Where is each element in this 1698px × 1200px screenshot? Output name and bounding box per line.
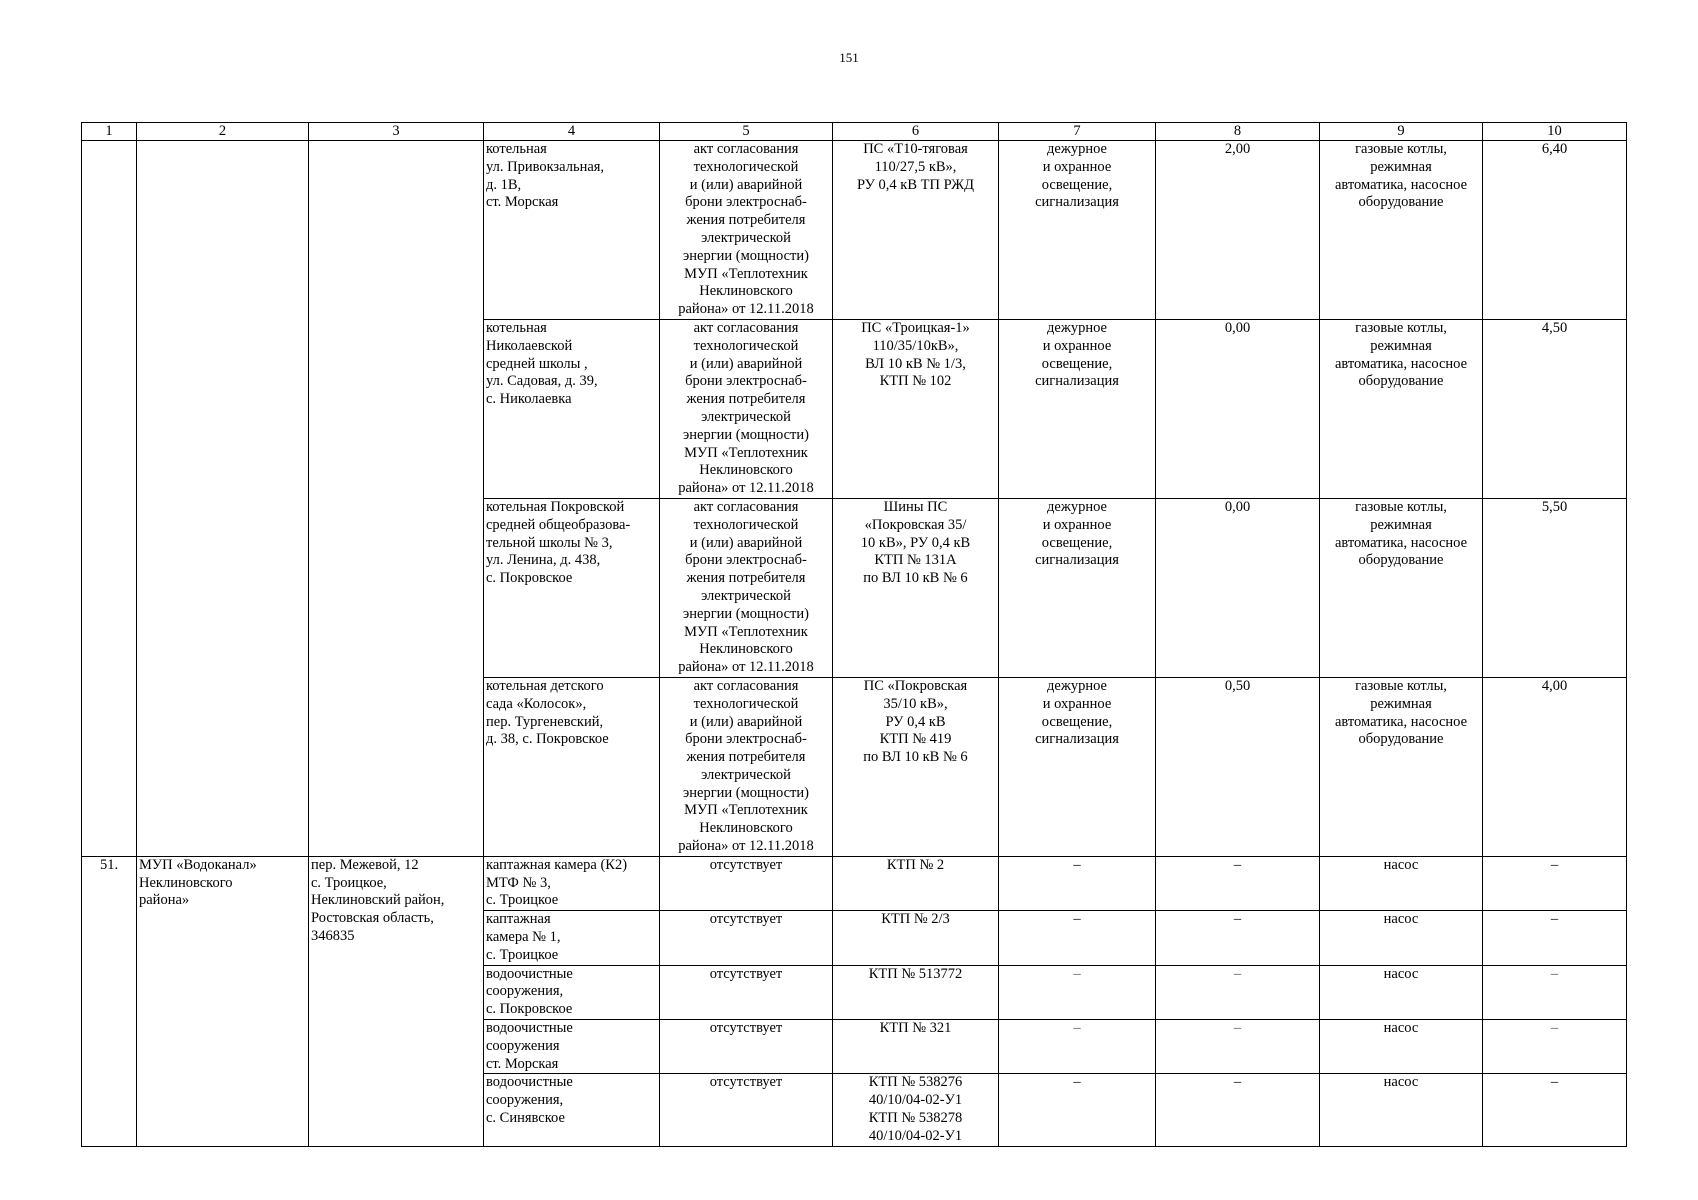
facility-cell: котельная Покровской средней общеобразова- тельной школы № 3, ул. Ленина, д. 438, с. Покровское (484, 498, 660, 677)
power-source-cell: КТП № 513772 (833, 965, 999, 1019)
power-source-cell: Шины ПС «Покровская 35/ 10 кВ», РУ 0,4 кВ КТП № 131А по ВЛ 10 кВ № 6 (833, 498, 999, 677)
power-source-cell: КТП № 321 (833, 1020, 999, 1074)
facility-cell: каптажная камера № 1, с. Троицкое (484, 911, 660, 965)
equipment-cell: дежурное и охранное освещение, сигнализация (999, 141, 1156, 320)
column-number-row (82, 123, 1627, 141)
row-number-cell: 51. (82, 856, 137, 1146)
column-number: 3 (309, 123, 484, 141)
equipment-cell: газовые котлы, режимная автоматика, насосное оборудование (1320, 498, 1483, 677)
column-number: 1 (82, 123, 137, 141)
document-cell: акт согласования технологической и (или) аварийной брони электроснаб- жения потребителя электрической энергии (мощности) МУП «Теплотехник Неклиновского района» от 12.11.2018 (660, 677, 833, 856)
document-cell: акт согласования технологической и (или) аварийной брони электроснаб- жения потребителя электрической энергии (мощности) МУП «Теплотехник Неклиновского района» от 12.11.2018 (660, 498, 833, 677)
value-cell: – (1156, 965, 1320, 1019)
power-source-cell: ПС «Троицкая-1» 110/35/10кВ», ВЛ 10 кВ № 1/3, КТП № 102 (833, 319, 999, 498)
value-cell: – (1156, 1074, 1320, 1146)
empty-cell (82, 141, 137, 857)
facilities-table (81, 122, 1627, 1147)
facility-cell: водоочистные сооружения ст. Морская (484, 1020, 660, 1074)
document-cell: отсутствует (660, 856, 833, 910)
power-source-cell: КТП № 538276 40/10/04-02-У1 КТП № 538278 40/10/04-02-У1 (833, 1074, 999, 1146)
empty-cell (309, 141, 484, 857)
equipment-cell: дежурное и охранное освещение, сигнализация (999, 677, 1156, 856)
column-number: 10 (1483, 123, 1627, 141)
facility-cell: котельная Николаевской средней школы , ул. Садовая, д. 39, с. Николаевка (484, 319, 660, 498)
value-cell: 0,00 (1156, 319, 1320, 498)
facility-cell: каптажная камера (К2) МТФ № 3, с. Троицкое (484, 856, 660, 910)
value-cell: 0,00 (1156, 498, 1320, 677)
equipment-cell: дежурное и охранное освещение, сигнализация (999, 319, 1156, 498)
equipment-cell: – (999, 856, 1156, 910)
column-number: 4 (484, 123, 660, 141)
document-cell: акт согласования технологической и (или) аварийной брони электроснаб- жения потребителя электрической энергии (мощности) МУП «Теплотехник Неклиновского района» от 12.11.2018 (660, 319, 833, 498)
power-source-cell: КТП № 2/3 (833, 911, 999, 965)
value-cell: – (1483, 856, 1627, 910)
equipment-cell: газовые котлы, режимная автоматика, насосное оборудование (1320, 141, 1483, 320)
document-cell: отсутствует (660, 965, 833, 1019)
value-cell: 6,40 (1483, 141, 1627, 320)
value-cell: 4,50 (1483, 319, 1627, 498)
value-cell: – (1156, 1020, 1320, 1074)
value-cell: – (1156, 856, 1320, 910)
equipment-cell: насос (1320, 856, 1483, 910)
column-number: 5 (660, 123, 833, 141)
value-cell: – (1483, 965, 1627, 1019)
column-number: 7 (999, 123, 1156, 141)
power-source-cell: ПС «Покровская 35/10 кВ», РУ 0,4 кВ КТП № 419 по ВЛ 10 кВ № 6 (833, 677, 999, 856)
column-number: 6 (833, 123, 999, 141)
power-source-cell: КТП № 2 (833, 856, 999, 910)
value-cell: 5,50 (1483, 498, 1627, 677)
equipment-cell: – (999, 1020, 1156, 1074)
facility-cell: водоочистные сооружения, с. Синявское (484, 1074, 660, 1146)
address-cell: пер. Межевой, 12 с. Троицкое, Неклиновский район, Ростовская область, 346835 (309, 856, 484, 1146)
equipment-cell: насос (1320, 911, 1483, 965)
facility-cell: котельная детского сада «Колосок», пер. Тургеневский, д. 38, с. Покровское (484, 677, 660, 856)
organization-cell: МУП «Водоканал» Неклиновского района» (137, 856, 309, 1146)
value-cell: – (1483, 1020, 1627, 1074)
value-cell: 0,50 (1156, 677, 1320, 856)
equipment-cell: газовые котлы, режимная автоматика, насосное оборудование (1320, 677, 1483, 856)
equipment-cell: – (999, 965, 1156, 1019)
equipment-cell: – (999, 911, 1156, 965)
document-cell: отсутствует (660, 1074, 833, 1146)
table-row (82, 141, 1627, 320)
column-number: 2 (137, 123, 309, 141)
value-cell: – (1483, 911, 1627, 965)
column-number: 8 (1156, 123, 1320, 141)
page-number: 151 (839, 50, 859, 65)
equipment-cell: дежурное и охранное освещение, сигнализация (999, 498, 1156, 677)
column-number: 9 (1320, 123, 1483, 141)
power-source-cell: ПС «Т10-тяговая 110/27,5 кВ», РУ 0,4 кВ ТП РЖД (833, 141, 999, 320)
facility-cell: котельная ул. Привокзальная, д. 1В, ст. Морская (484, 141, 660, 320)
document-cell: акт согласования технологической и (или) аварийной брони электроснаб- жения потребителя электрической энергии (мощности) МУП «Теплотехник Неклиновского района» от 12.11.2018 (660, 141, 833, 320)
equipment-cell: насос (1320, 1074, 1483, 1146)
document-cell: отсутствует (660, 911, 833, 965)
equipment-cell: газовые котлы, режимная автоматика, насосное оборудование (1320, 319, 1483, 498)
value-cell: – (1483, 1074, 1627, 1146)
equipment-cell: насос (1320, 965, 1483, 1019)
value-cell: – (1156, 911, 1320, 965)
equipment-cell: – (999, 1074, 1156, 1146)
document-cell: отсутствует (660, 1020, 833, 1074)
empty-cell (137, 141, 309, 857)
facility-cell: водоочистные сооружения, с. Покровское (484, 965, 660, 1019)
equipment-cell: насос (1320, 1020, 1483, 1074)
table-row (82, 856, 1627, 910)
value-cell: 2,00 (1156, 141, 1320, 320)
value-cell: 4,00 (1483, 677, 1627, 856)
